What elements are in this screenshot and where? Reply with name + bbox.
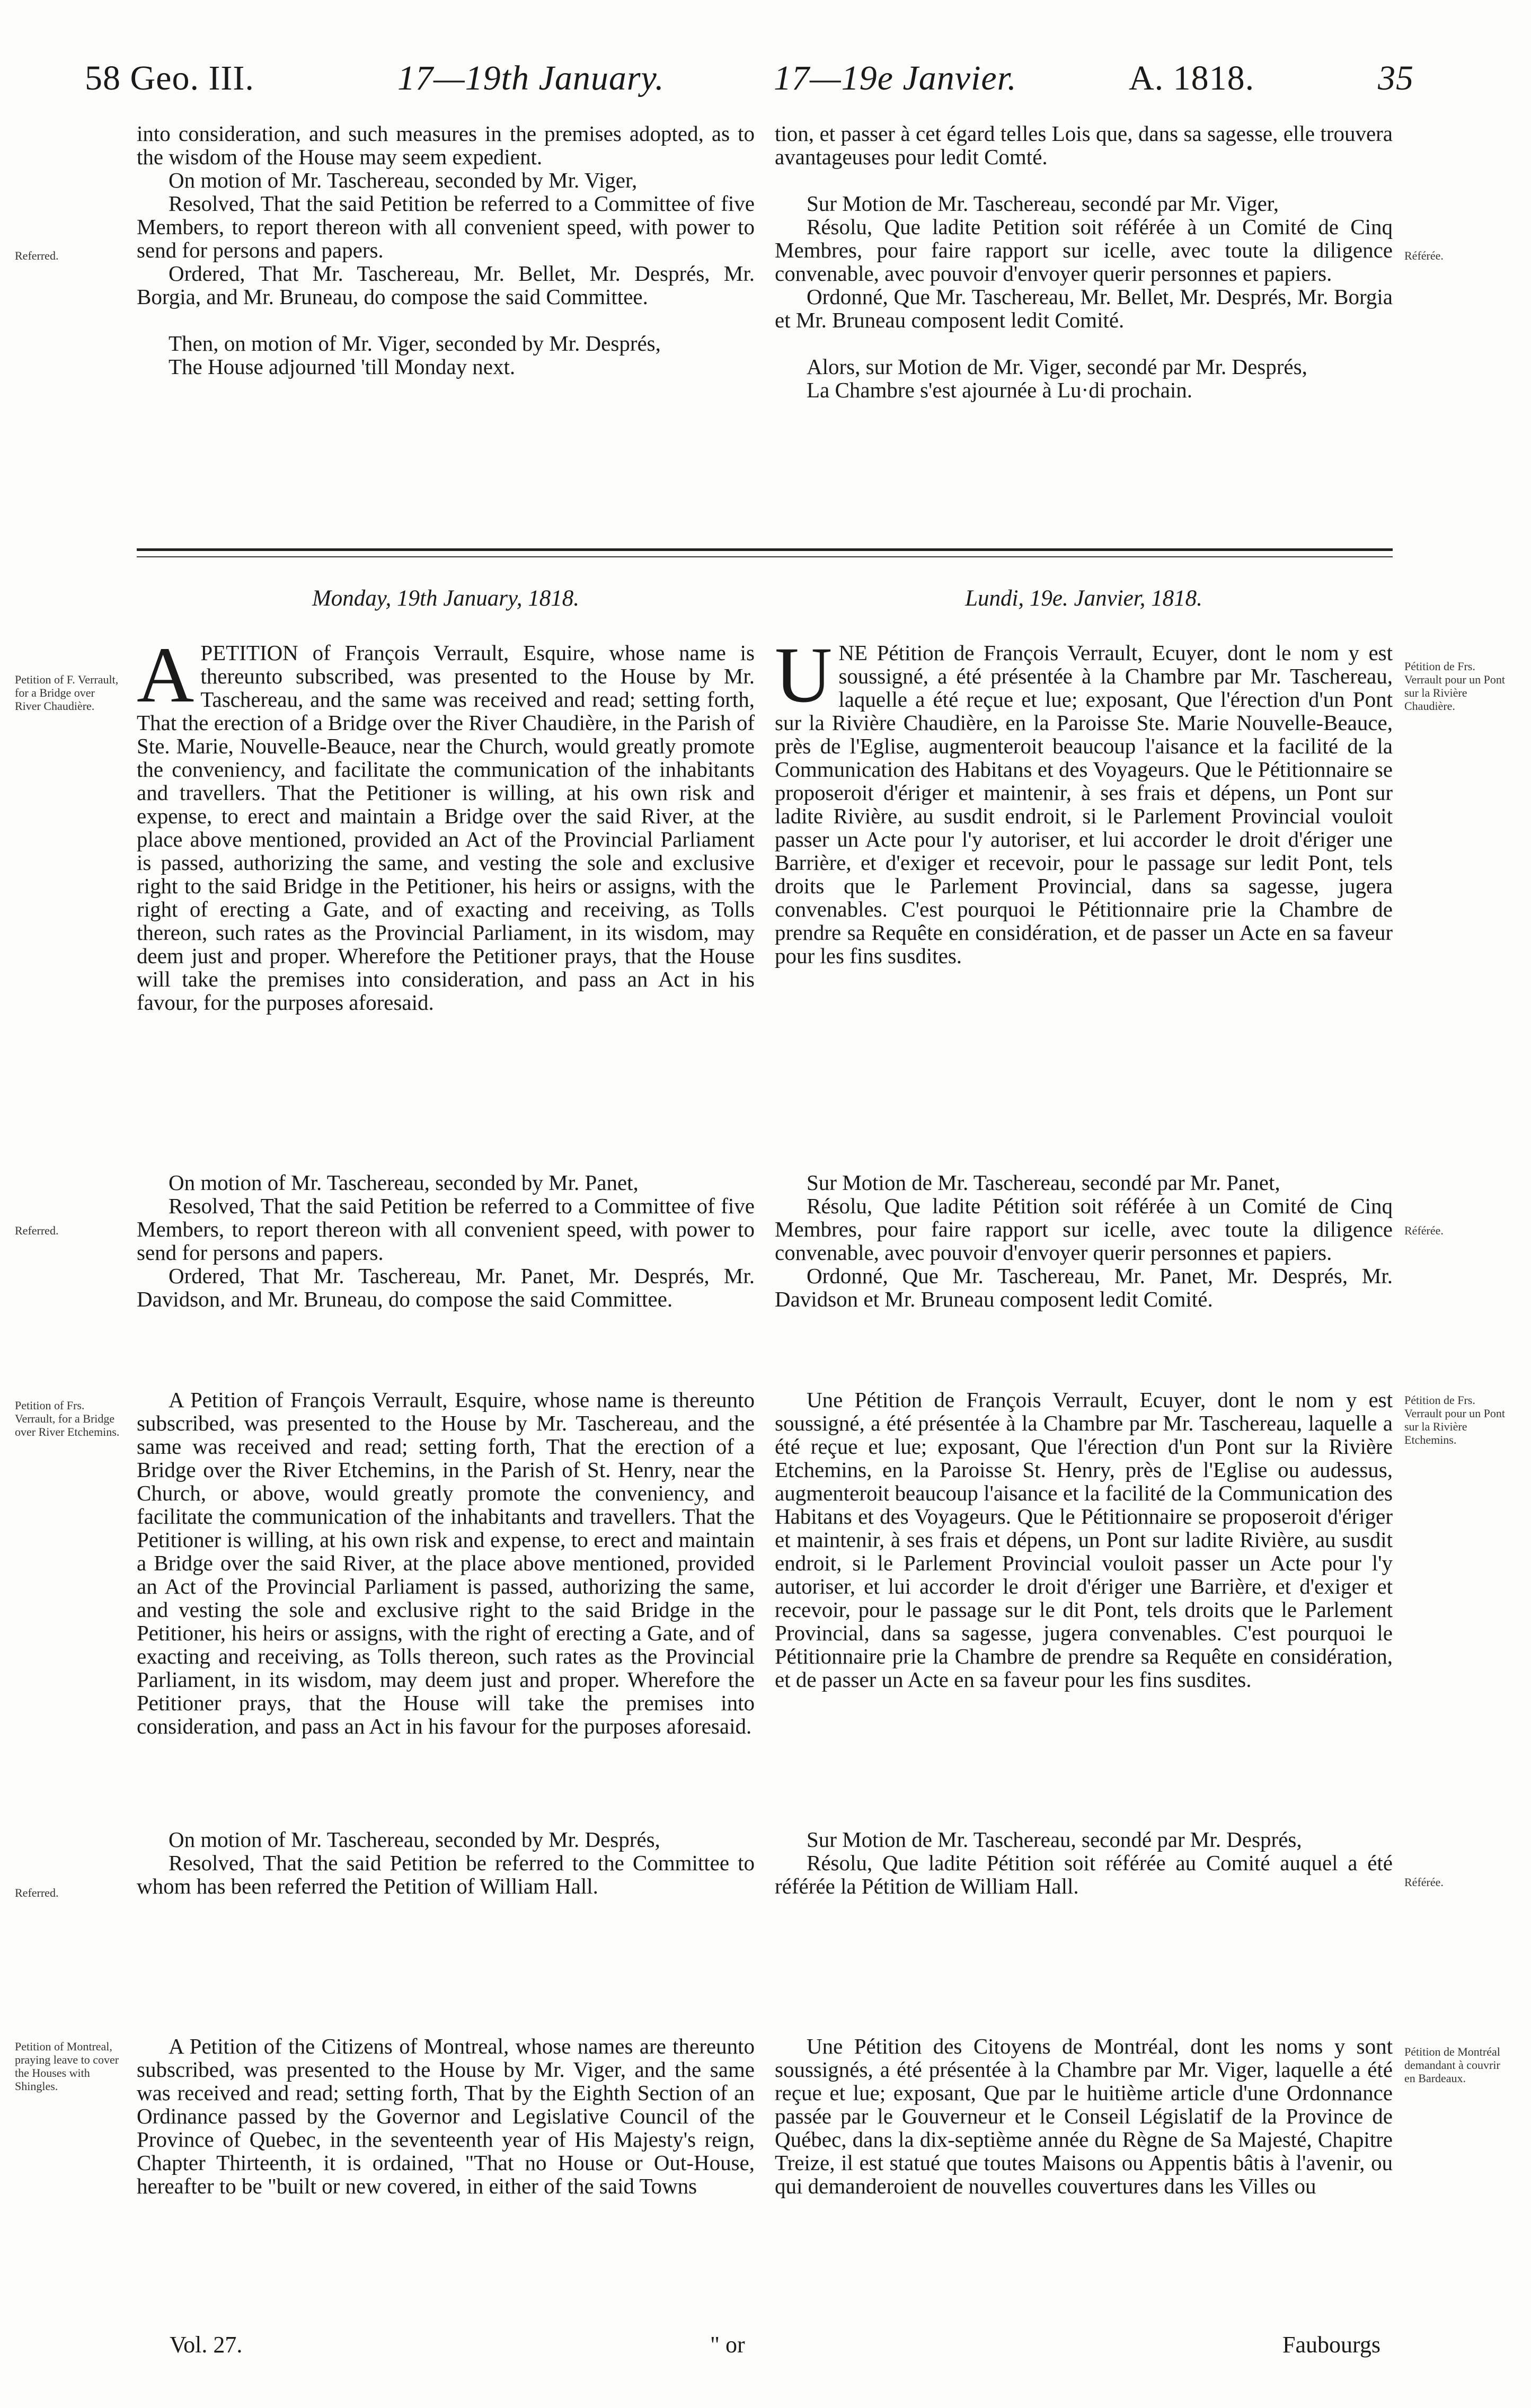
paragraph: A Petition of François Verrault, Esquire, whose name is thereunto subscribed, was presented to the House by Mr. Taschereau, and the same was received and read; setting forth, That the erection of a Bridge over the River Etchemins, in the Parish of St. Henry, near the Church, or above, would greatly promote the conveniency, and facilitate the communication of the inhabitants and travellers. That the Petitioner is willing, at his own risk and expense, to erect and maintain a Bridge over the said River, at the place above mentioned, provided an Act of the Provincial Parliament is passed, authorizing the same, and vesting the sole and exclusive right to the said Bridge in the Petitioner, his heirs or assigns, with the right of erecting a Gate, and of exacting and receiving, as Tolls thereon, such rates as the Provincial Parliament, in its wisdom, may deem just and proper. Wherefore the Petitioner prays, that the House will take the premises into consideration, and pass an Act in his favour for the purposes aforesaid. — [137, 1388, 755, 1738]
paragraph: Ordonné, Que Mr. Taschereau, Mr. Bellet, Mr. Després, Mr. Borgia et Mr. Bruneau composent ledit Comité. — [775, 285, 1393, 332]
paragraph: Résolu, Que ladite Pétition soit référée au Comité auquel a été référée la Pétition de William Hall. — [775, 1851, 1393, 1898]
margin-note: Référée. — [1404, 249, 1444, 262]
paragraph: On motion of Mr. Taschereau, seconded by Mr. Després, — [169, 1827, 660, 1852]
petition2-fr — [775, 1388, 1393, 1691]
paragraph: La Chambre s'est ajournée à Lu·di prochain. — [807, 378, 1193, 402]
margin-note: Petition of Frs. Verrault, for a Bridge over River Etchemins. — [15, 1399, 120, 1438]
block2-fr — [775, 1171, 1393, 1311]
catchword-fr: Faubourgs — [1282, 2332, 1380, 2358]
paragraph: NE Pétition de François Verrault, Ecuyer, dont le nom y est soussigné, a été présentée à la Chambre par Mr. Taschereau, laquelle a été reçue et lue; exposant, Que l'érection d'un Pont sur la Rivière Chaudière, en la Paroisse Ste. Marie Nouvelle-Beauce, près de l'Eglise, augmenteroit beaucoup l'aisance et la facilité de la Communication des Habitans et des Voyageurs. Que le Pétitionnaire se proposeroit d'ériger et maintenir, à ses frais et dépens, un Pont sur ladite Rivière, au susdit endroit, si le Parlement Provincial vouloit passer un Acte pour l'y autoriser, et lui accorder le droit d'ériger une Barrière, et d'exiger et recevoir, pour le passage sur ledit Pont, tels droits que le Parlement Provincial, dans sa sagesse, jugera convenables. C'est pourquoi le Pétitionnaire prie la Chambre de prendre sa Requête en considération, et de passer un Acte en sa faveur pour les fins susdites. — [775, 641, 1393, 968]
paragraph: PETITION of François Verrault, Esquire, whose name is thereunto subscribed, was presented to the House by Mr. Taschereau, and the same was received and read; setting forth, That the erection of a Bridge over the River Chaudière, in the Parish of Ste. Marie, Nouvelle-Beauce, near the Church, would greatly promote the conveniency, and facilitate the communication of the inhabitants and travellers. That the Petitioner is willing, at his own risk and expense, to erect and maintain a Bridge over the said River, at the place above mentioned, provided an Act of the Provincial Parliament is passed, authorizing the same, and vesting the sole and exclusive right to the said Bridge in the Petitioner, his heirs or assigns, with the right of erecting a Gate, and of exacting and receiving, as Tolls thereon, such rates as the Provincial Parliament, in its wisdom, may deem just and proper. Wherefore the Petitioner prays, that the House will take the premises into consideration, and pass an Act in his favour, for the purposes aforesaid. — [137, 641, 755, 1015]
drop-cap: A — [137, 631, 194, 719]
paragraph: Resolved, That the said Petition be referred to a Committee of five Members, to report thereon with all convenient speed, with power to send for persons and papers. — [137, 1194, 755, 1265]
header-session: 58 Geo. III. — [85, 59, 254, 97]
drop-cap: U — [775, 631, 833, 719]
paragraph: Une Pétition de François Verrault, Ecuyer, dont le nom y est soussigné, a été présentée à la Chambre par Mr. Taschereau, laquelle a été reçue et lue; exposant, Que l'érection d'un Pont sur la Rivière Etchemins, en la Paroisse St. Henry, près de l'Eglise ou audessus, augmenteroit beaucoup l'aisance et la facilité de la Communication des Habitans et des Voyageurs. Que le Pétitionnaire se proposeroit d'ériger et maintenir, à ses frais et dépens, un Pont sur ladite Rivière, au susdit endroit, si le Parlement Provincial vouloit passer un Acte pour l'y autoriser, et lui accorder le droit d'ériger une Barrière, et d'exiger et recevoir, pour le passage sur le dit Pont, tels droits que le Parlement Provincial, dans sa sagesse, jugera convenables. C'est pourquoi le Pétitionnaire prie la Chambre de prendre sa Requête en considération, et de passer un Acte en sa faveur pour les fins susdites. — [775, 1388, 1393, 1692]
block1-en — [137, 122, 755, 378]
petition3-fr — [775, 2034, 1393, 2198]
margin-note: Pétition de Frs. Verrault pour un Pont sur la Rivière Chaudière. — [1404, 660, 1506, 713]
margin-note: Pétition de Frs. Verrault pour un Pont sur la Rivière Etchemins. — [1404, 1393, 1506, 1446]
paragraph: Alors, sur Motion de Mr. Viger, secondé par Mr. Després, — [807, 354, 1307, 379]
paragraph: On motion of Mr. Taschereau, seconded by Mr. Panet, — [169, 1170, 639, 1195]
page-header — [85, 58, 1441, 117]
margin-note: Petition of F. Verrault, for a Bridge over River Chaudière. — [15, 673, 119, 713]
paragraph: Résolu, Que ladite Petition soit référée à un Comité de Cinq Membres, pour faire rapport sur icelle, avec toute la diligence convenable, avec pouvoir d'envoyer querir personnes et papiers. — [775, 215, 1393, 286]
paragraph: Sur Motion de Mr. Taschereau, secondé par Mr. Panet, — [807, 1170, 1280, 1195]
margin-note: Referred. — [15, 1224, 59, 1237]
page-number: 35 — [1378, 59, 1414, 97]
margin-note: Référée. — [1404, 1224, 1444, 1237]
paragraph: Resolved, That the said Petition be referred to the Committee to whom has been referred the Petition of William Hall. — [137, 1851, 755, 1898]
paragraph: Une Pétition des Citoyens de Montréal, dont les noms y sont soussignés, a été présentée à la Chambre par Mr. Viger, laquelle a été reçue et lue; exposant, Que par le huitième article d'une Ordonnance passée par le Gouverneur et le Conseil Législatif de la Province de Québec, dans la dix-septième année du Règne de Sa Majesté, Chapitre Treize, il est statué que toutes Maisons ou Appentis bâtis à l'avenir, ou qui demanderoient de nouvelles couvertures dans les Villes ou — [775, 2034, 1393, 2198]
paragraph: Ordered, That Mr. Taschereau, Mr. Bellet, Mr. Després, Mr. Borgia, and Mr. Bruneau, do compose the said Committee. — [137, 261, 755, 309]
petition3-en — [137, 2034, 755, 2198]
paragraph: into consideration, and such measures in the premises adopted, as to the wisdom of the House may seem expedient. — [137, 121, 755, 169]
petition2-en — [137, 1388, 755, 1738]
margin-note: Referred. — [15, 249, 59, 262]
paragraph: Sur Motion de Mr. Taschereau, secondé par Mr. Després, — [807, 1827, 1302, 1852]
paragraph: Sur Motion de Mr. Taschereau, secondé par Mr. Viger, — [807, 191, 1279, 216]
dateline-en: Monday, 19th January, 1818. — [312, 586, 579, 611]
margin-note: Petition of Montreal, praying leave to cover the Houses with Shingles. — [15, 2040, 119, 2093]
header-date-en: 17—19th January. — [397, 59, 665, 97]
margin-note: Référée. — [1404, 1876, 1444, 1889]
paragraph: tion, et passer à cet égard telles Lois que, dans sa sagesse, elle trouvera avantageuses pour ledit Comté. — [775, 121, 1393, 169]
paragraph: Resolved, That the said Petition be referred to a Committee of five Members, to report thereon with all convenient speed, with power to send for persons and papers. — [137, 191, 755, 262]
catchword-en: " or — [710, 2332, 745, 2358]
margin-note: Referred. — [15, 1886, 59, 1899]
petition1-en — [137, 631, 755, 1015]
paragraph: Ordonné, Que Mr. Taschereau, Mr. Panet, Mr. Després, Mr. Davidson et Mr. Bruneau composent ledit Comité. — [775, 1264, 1393, 1311]
header-year: A. 1818. — [1129, 59, 1255, 97]
section-rule — [137, 556, 1393, 557]
paragraph: The House adjourned 'till Monday next. — [169, 354, 516, 379]
paragraph: On motion of Mr. Taschereau, seconded by Mr. Viger, — [169, 168, 638, 192]
paragraph: Résolu, Que ladite Pétition soit référée à un Comité de Cinq Membres, pour faire rapport sur icelle, avec toute la diligence convenable, avec pouvoir d'envoyer querir personnes et papiers. — [775, 1194, 1393, 1265]
paragraph: Ordered, That Mr. Taschereau, Mr. Panet, Mr. Després, Mr. Davidson, and Mr. Bruneau, do compose the said Committee. — [137, 1264, 755, 1311]
block3-fr — [775, 1828, 1393, 1898]
paragraph: Then, on motion of Mr. Viger, seconded by Mr. Després, — [169, 331, 661, 356]
petition1-fr — [775, 631, 1393, 968]
header-date-fr: 17—19e Janvier. — [774, 59, 1017, 97]
block3-en — [137, 1828, 755, 1898]
section-rule — [137, 548, 1393, 551]
volume-signature: Vol. 27. — [170, 2332, 243, 2358]
paragraph: A Petition of the Citizens of Montreal, whose names are thereunto subscribed, was presented to the House by Mr. Viger, and the same was received and read; setting forth, That by the Eighth Section of an Ordinance passed by the Governor and Legislative Council of the Province of Quebec, in the seventeenth year of His Majesty's reign, Chapter Thirteenth, it is ordained, "That no House or Out-House, hereafter to be "built or new covered, in either of the said Towns — [137, 2034, 755, 2198]
margin-note: Pétition de Montréal demandant à couvrir en Bardeaux. — [1404, 2045, 1500, 2085]
block2-en — [137, 1171, 755, 1311]
dateline-fr: Lundi, 19e. Janvier, 1818. — [965, 586, 1202, 611]
block1-fr — [775, 122, 1393, 402]
